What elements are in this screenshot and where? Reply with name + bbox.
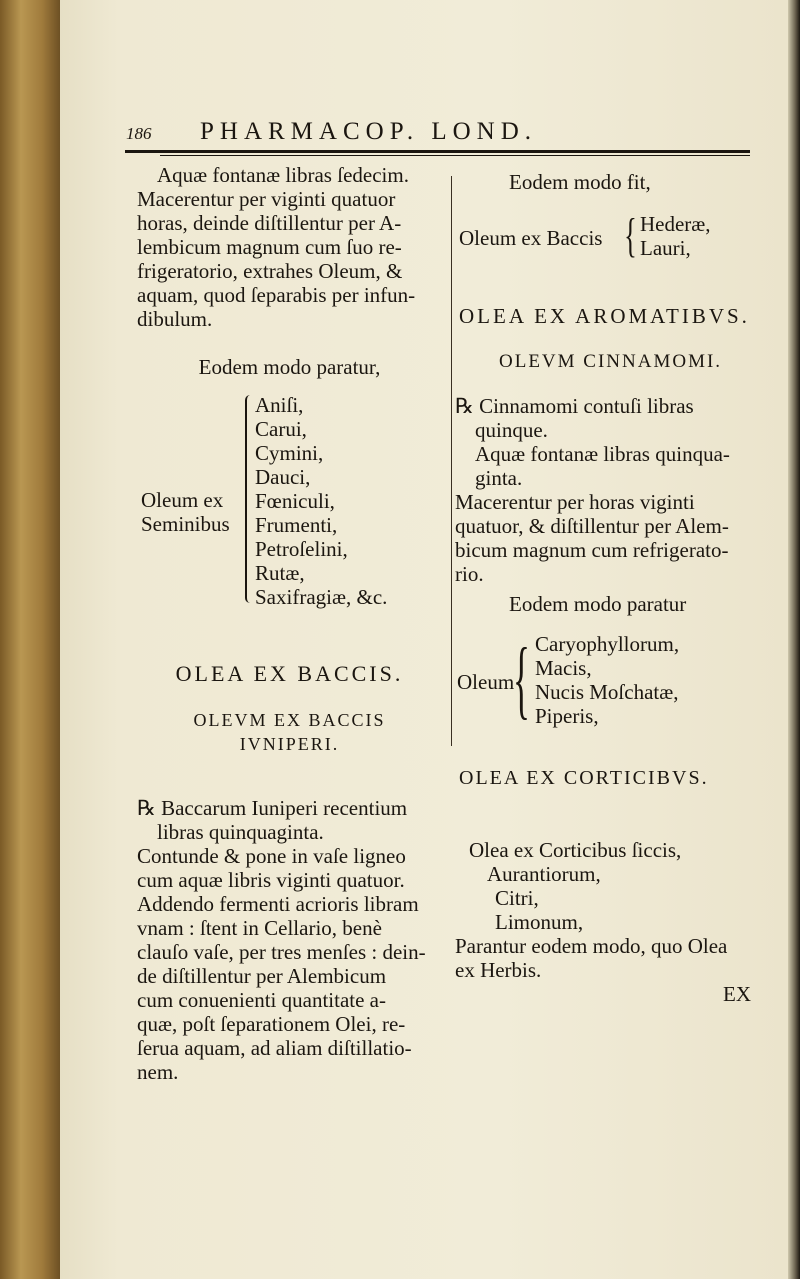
text-line: cum aquæ libris viginti quatuor. — [137, 868, 405, 892]
text-line: quæ, poſt ſeparationem Olei, re- — [137, 1012, 406, 1036]
list-item: Frumenti, — [255, 513, 338, 537]
text-line: ℞ Baccarum Iuniperi recentium — [137, 796, 408, 820]
text-line: quatuor, & diſtillentur per Alem- — [455, 514, 729, 538]
text-line: de diſtillentur per Alembicum — [137, 964, 387, 988]
brace-symbol: { — [513, 631, 530, 728]
oleum-list — [455, 632, 795, 732]
text-line: aquam, quod ſeparabis per infun- — [137, 283, 416, 307]
text-line: Aquæ fontanæ libras ſedecim. — [157, 163, 409, 187]
text-line: libras quinquaginta. — [157, 820, 324, 844]
text-line: ginta. — [475, 466, 523, 490]
text-line: vnam : ſtent in Cellario, benè — [137, 916, 382, 940]
text-line: Macerentur per horas viginti — [455, 490, 695, 514]
list-item: Dauci, — [255, 465, 311, 489]
page-number: 186 — [126, 124, 152, 143]
text-line: frigeratorio, extrahes Oleum, & — [137, 259, 403, 283]
list-lead: Oleum ex Baccis — [459, 226, 603, 250]
book-spine — [0, 0, 60, 1279]
list-lead: Oleum ex — [141, 488, 224, 512]
list-item: Petroſelini, — [255, 537, 348, 561]
text-line: lembicum magnum cum ſuo re- — [137, 235, 402, 259]
column-divider — [451, 176, 452, 746]
text-line: Macerentur per viginti quatuor — [137, 187, 396, 211]
section-heading: OLEA EX CORTICIBVS. — [459, 767, 709, 789]
text-line: Olea ex Corticibus ſiccis, — [469, 838, 682, 862]
list-item: Nucis Moſchatæ, — [535, 680, 679, 704]
catchword: EX — [723, 982, 751, 1006]
text-line: quinque. — [475, 418, 548, 442]
text-line: bicum magnum cum refrigerato- — [455, 538, 729, 562]
left-column — [137, 163, 442, 1084]
recipe-text-2 — [137, 796, 442, 1084]
text-line: horas, deinde diſtillentur per A- — [137, 211, 402, 235]
list-item: Caryophyllorum, — [535, 632, 680, 656]
running-head: PHARMACOP. LOND. — [200, 118, 538, 145]
list-item: Hederæ, — [640, 212, 711, 236]
brace-left — [245, 395, 250, 603]
list-item: Limonum, — [495, 910, 584, 934]
text-line: ℞ Cinnamomi contuſi libras — [455, 394, 694, 418]
seminibus-list — [137, 393, 442, 618]
section-heading: OLEA EX AROMATIBVS. — [459, 304, 750, 328]
list-item: Cymini, — [255, 441, 324, 465]
eodem-line: Eodem modo paratur — [509, 592, 687, 616]
header-rule — [125, 150, 750, 153]
recipe-text-1 — [137, 163, 442, 331]
list-item: Fœniculi, — [255, 489, 335, 513]
list-lead: Seminibus — [141, 512, 230, 536]
text-line: cum conuenienti quantitate a- — [137, 988, 386, 1012]
list-items — [640, 212, 711, 260]
list-item: Macis, — [535, 656, 592, 680]
brace-symbol: { — [624, 209, 637, 262]
text-line: Addendo fermenti acrioris libram — [137, 892, 419, 916]
subsection-heading: IVNIPERI. — [239, 734, 340, 754]
list-lead: Oleum — [457, 670, 515, 694]
list-item: Piperis, — [535, 704, 599, 728]
list-item: Carui, — [255, 417, 307, 441]
baccis-list — [455, 209, 795, 264]
list-item: Aurantiorum, — [487, 862, 601, 886]
recipe-text-3 — [455, 394, 795, 586]
subsection-heading: OLEVM CINNAMOMI. — [499, 351, 723, 372]
list-items — [255, 393, 387, 609]
text-line: ex Herbis. — [455, 958, 542, 982]
list-items — [535, 632, 679, 728]
list-item: Lauri, — [640, 236, 691, 260]
eodem-line: Eodem modo paratur, — [198, 355, 381, 379]
right-column — [455, 170, 795, 1006]
text-line: dibulum. — [137, 307, 213, 331]
header-rule-thin — [160, 155, 750, 156]
section-heading: OLEA EX BACCIS. — [175, 661, 404, 686]
text-line: nem. — [137, 1060, 179, 1084]
subsection-heading: OLEVM EX BACCIS — [193, 710, 386, 730]
text-line: Contunde & pone in vaſe ligneo — [137, 844, 406, 868]
text-line: Parantur eodem modo, quo Olea — [455, 934, 728, 958]
list-item: Aniſi, — [255, 393, 304, 417]
text-line: clauſo vaſe, per tres menſes : dein- — [137, 940, 426, 964]
text-line: ſerua aquam, ad aliam diſtillatio- — [137, 1036, 412, 1060]
list-item: Citri, — [495, 886, 539, 910]
list-item: Rutæ, — [255, 561, 305, 585]
text-line: Aquæ fontanæ libras quinqua- — [475, 442, 730, 466]
eodem-line: Eodem modo fit, — [509, 170, 651, 194]
list-item: Saxifragiæ, &c. — [255, 585, 388, 609]
text-line: rio. — [455, 562, 484, 586]
